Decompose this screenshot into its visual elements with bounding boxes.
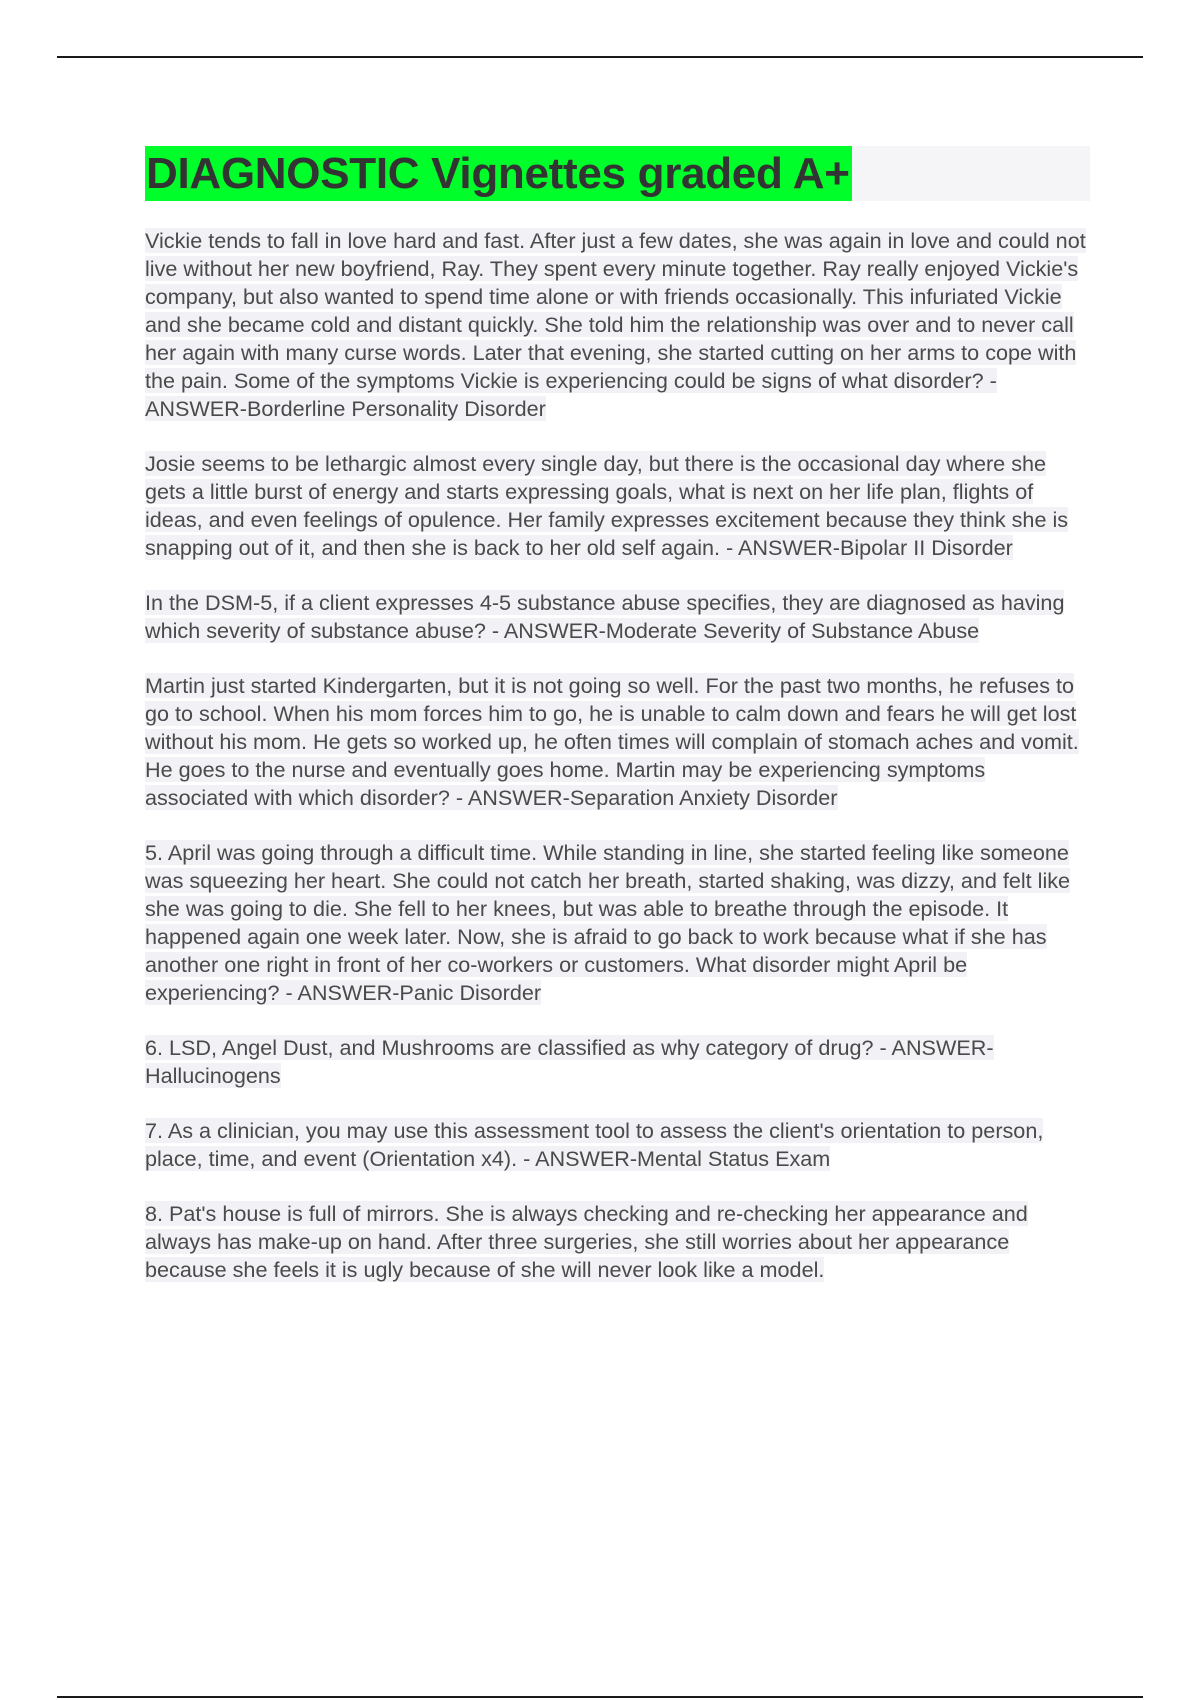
question-text: In the DSM-5, if a client expresses 4-5 substance abuse specifies, they are diagnosed as having which severity of substance abuse? - ANSWER-Moderate Severity of Substance Abuse bbox=[145, 590, 1065, 643]
question-text: Vickie tends to fall in love hard and fast. After just a few dates, she was again in love and could not live without her new boyfriend, Ray. They spent every minute together. Ray really enjoyed Vickie's company, but also wanted to spend time alone or with friends occasionally. This infuriated Vickie and she became cold and distant quickly. She told him the relationship was over and to never call her again with many curse words. Later that evening, she started cutting on her arms to cope with the pain. Some of the symptoms Vickie is experiencing could be signs of what disorder? - ANSWER-Borderline Personality Disorder bbox=[145, 228, 1086, 421]
question-item bbox=[145, 839, 1090, 1007]
document-page bbox=[145, 146, 1090, 1311]
question-item bbox=[145, 589, 1090, 645]
question-text: 7. As a clinician, you may use this assessment tool to assess the client's orientation to person, place, time, and event (Orientation x4). - ANSWER-Mental Status Exam bbox=[145, 1118, 1044, 1171]
document-title: DIAGNOSTIC Vignettes graded A+ bbox=[145, 146, 852, 201]
title-row bbox=[145, 146, 1090, 201]
question-text: 5. April was going through a difficult time. While standing in line, she started feeling like someone was squeezing her heart. She could not catch her breath, started shaking, was dizzy, and felt like she was going to die. She fell to her knees, but was able to breathe through the episode. It happened again one week later. Now, she is afraid to go back to work because what if she has another one right in front of her co-workers or customers. What disorder might April be experiencing? - ANSWER-Panic Disorder bbox=[145, 840, 1071, 1005]
question-item bbox=[145, 227, 1090, 423]
question-item bbox=[145, 1034, 1090, 1090]
question-item bbox=[145, 672, 1090, 812]
question-item bbox=[145, 1200, 1090, 1284]
top-divider bbox=[57, 56, 1143, 58]
question-text: 6. LSD, Angel Dust, and Mushrooms are classified as why category of drug? - ANSWER-Hallucinogens bbox=[145, 1035, 994, 1088]
question-text: Martin just started Kindergarten, but it is not going so well. For the past two months, he refuses to go to school. When his mom forces him to go, he is unable to calm down and fears he will get lost without his mom. He gets so worked up, he often times will complain of stomach aches and vomit. He goes to the nurse and eventually goes home. Martin may be experiencing symptoms associated with which disorder? - ANSWER-Separation Anxiety Disorder bbox=[145, 673, 1079, 810]
question-text: Josie seems to be lethargic almost every single day, but there is the occasional day where she gets a little burst of energy and starts expressing goals, what is next on her life plan, flights of ideas, and even feelings of opulence. Her family expresses excitement because they think she is snapping out of it, and then she is back to her old self again. - ANSWER-Bipolar II Disorder bbox=[145, 451, 1069, 560]
bottom-divider bbox=[57, 1696, 1143, 1698]
question-item bbox=[145, 1117, 1090, 1173]
question-list bbox=[145, 227, 1090, 1284]
question-text: 8. Pat's house is full of mirrors. She is always checking and re-checking her appearance and always has make-up on hand. After three surgeries, she still worries about her appearance because she feels it is ugly because of she will never look like a model. bbox=[145, 1201, 1028, 1282]
question-item bbox=[145, 450, 1090, 562]
